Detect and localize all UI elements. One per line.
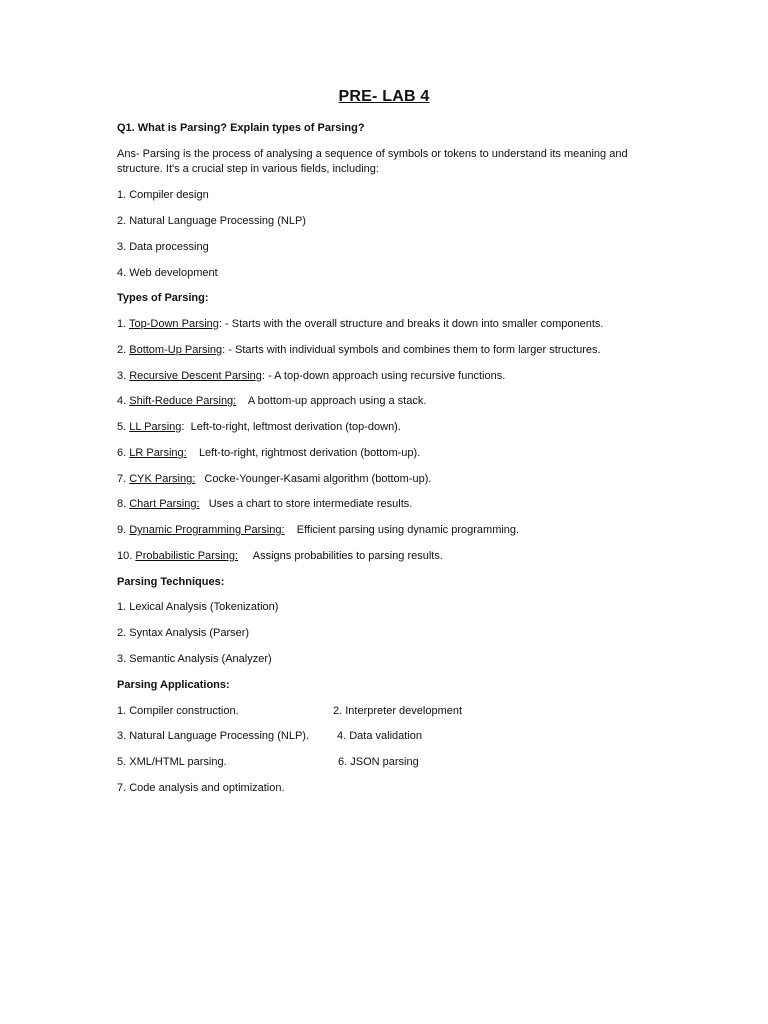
technique-item: 2. Syntax Analysis (Parser) <box>117 627 250 639</box>
field-item: 2. Natural Language Processing (NLP) <box>117 215 306 227</box>
type-name: CYK Parsing: <box>129 473 196 485</box>
type-number: 5. <box>117 421 130 433</box>
type-description: : - Starts with the overall structure and breaks it down into smaller components. <box>218 318 604 330</box>
type-item <box>117 343 601 358</box>
applications-heading: Parsing Applications: <box>117 679 230 691</box>
type-description: : Left-to-right, leftmost derivation (top-down). <box>181 421 401 433</box>
type-name: Top-Down Parsing <box>129 318 219 330</box>
type-name: Shift-Reduce Parsing: <box>129 395 237 407</box>
application-item: 4. Data validation <box>337 730 422 742</box>
answer-line-1: Ans- Parsing is the process of analysing a sequence of symbols or tokens to understand its meaning and <box>117 148 628 160</box>
type-item <box>117 472 431 487</box>
type-number: 9. <box>117 524 130 536</box>
application-item: 7. Code analysis and optimization. <box>117 782 285 794</box>
type-item <box>117 523 519 538</box>
page-title: PRE- LAB 4 <box>338 88 430 105</box>
techniques-heading: Parsing Techniques: <box>117 576 225 588</box>
application-item: 1. Compiler construction. <box>117 705 239 717</box>
field-item: 1. Compiler design <box>117 189 209 201</box>
type-item <box>117 317 603 332</box>
type-description: Assigns probabilities to parsing results. <box>238 550 443 562</box>
type-number: 7. <box>117 473 130 485</box>
type-name: LR Parsing: <box>129 447 187 459</box>
type-name: Dynamic Programming Parsing: <box>129 524 285 536</box>
type-number: 6. <box>117 447 130 459</box>
type-name: Bottom-Up Parsing <box>129 344 223 356</box>
technique-item: 1. Lexical Analysis (Tokenization) <box>117 601 279 613</box>
field-item: 4. Web development <box>117 267 218 279</box>
type-item <box>117 394 426 409</box>
type-number: 3. <box>117 370 130 382</box>
type-number: 2. <box>117 344 130 356</box>
type-number: 1. <box>117 318 130 330</box>
type-name: Probabilistic Parsing: <box>135 550 239 562</box>
type-item <box>117 497 412 512</box>
type-description: Uses a chart to store intermediate results. <box>199 498 413 510</box>
type-name: LL Parsing <box>129 421 182 433</box>
type-name: Recursive Descent Parsing <box>129 370 262 382</box>
application-item: 5. XML/HTML parsing. <box>117 756 227 768</box>
type-description: : - Starts with individual symbols and combines them to form larger structures. <box>222 344 601 356</box>
type-number: 10. <box>117 550 136 562</box>
type-number: 8. <box>117 498 130 510</box>
type-number: 4. <box>117 395 130 407</box>
question-heading: Q1. What is Parsing? Explain types of Parsing? <box>117 122 365 134</box>
application-item: 6. JSON parsing <box>338 756 419 768</box>
field-item: 3. Data processing <box>117 241 209 253</box>
type-description: : - A top-down approach using recursive functions. <box>261 370 506 382</box>
type-description: Cocke-Younger-Kasami algorithm (bottom-up). <box>195 473 432 485</box>
type-item <box>117 549 443 564</box>
types-heading: Types of Parsing: <box>117 292 209 304</box>
type-item <box>117 446 420 461</box>
answer-line-2: structure. It's a crucial step in various fields, including: <box>117 163 379 175</box>
type-item <box>117 369 505 384</box>
type-item <box>117 420 401 435</box>
type-name: Chart Parsing: <box>129 498 200 510</box>
application-item: 3. Natural Language Processing (NLP). <box>117 730 309 742</box>
type-description: A bottom-up approach using a stack. <box>236 395 427 407</box>
type-description: Left-to-right, rightmost derivation (bottom-up). <box>186 447 421 459</box>
application-item: 2. Interpreter development <box>333 705 463 717</box>
type-description: Efficient parsing using dynamic programming. <box>284 524 520 536</box>
technique-item: 3. Semantic Analysis (Analyzer) <box>117 653 272 665</box>
